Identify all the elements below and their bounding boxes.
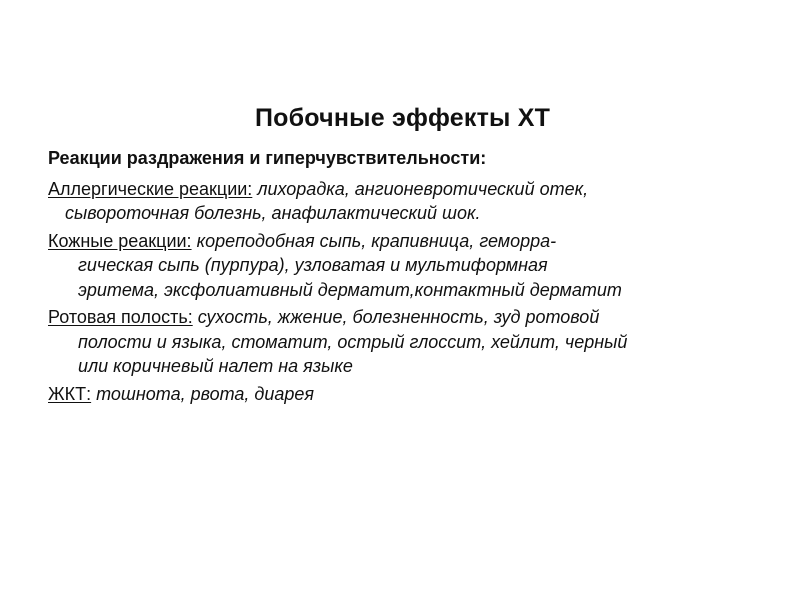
item-text: полости и языка, стоматит, острый глоссит, хейлит, черный [78,331,628,352]
slide-title: Побочные эффекты ХТ [255,104,551,132]
item-text: или коричневый налет на языке [78,356,353,376]
item-label: Ротовая полость: [48,307,193,327]
item-text: кореподобная сыпь, крапивница, геморра- [196,230,557,251]
subheading: Реакции раздражения и гиперчувствительности: [48,148,487,168]
item-label: Аллергические реакции: [48,178,253,199]
item-label: ЖКТ: [48,383,92,404]
item-text: сухость, жжение, болезненность, зуд ротовой [197,307,600,327]
item-allergic-reactions [48,177,768,226]
slide-content [48,146,768,406]
item-text: тошнота, рвота, диарея [96,383,315,404]
item-gi-tract [48,382,768,407]
item-text: сывороточная болезнь, анафилактический шок. [65,203,481,223]
item-oral-cavity [48,305,768,379]
item-text: лихорадка, ангионевротический отек, [257,178,589,199]
item-text: гическая сыпь (пурпура), узловатая и мультиформная [78,255,548,275]
item-label: Кожные реакции: [48,230,192,251]
item-text: эритема, эксфолиативный дерматит,контактный дерматит [78,279,622,300]
item-skin-reactions [48,229,768,303]
